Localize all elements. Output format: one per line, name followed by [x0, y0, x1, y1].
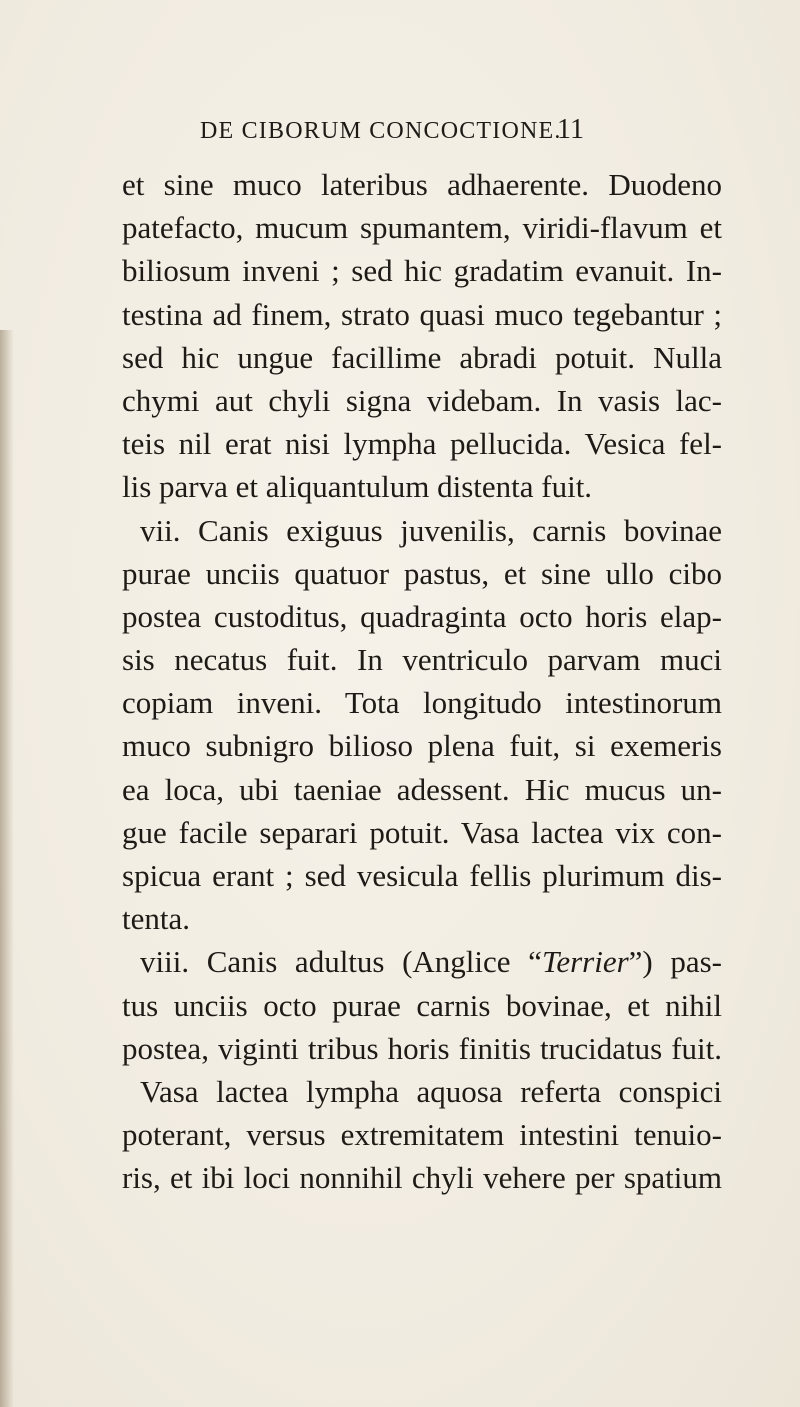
text-line: Vasa lactea lympha aquosa referta conspici — [140, 1073, 722, 1109]
text-line: patefacto, mucum spumantem, viridi-flavum et — [122, 210, 722, 246]
page-header — [0, 114, 800, 154]
binding-shadow — [0, 330, 14, 1407]
text-line: et sine muco lateribus adhaerente. Duodeno — [122, 167, 722, 202]
text-line: chymi aut chyli signa videbam. In vasis lac- — [122, 382, 722, 418]
text-line: postea custoditus, quadraginta octo horis elap- — [122, 598, 722, 634]
text-line: postea, viginti tribus horis finitis trucidatus fuit. — [122, 1030, 722, 1066]
text-line: biliosum inveni ; sed hic gradatim evanuit. In- — [122, 253, 722, 289]
text-line: sis necatus fuit. In ventriculo parvam muci — [122, 642, 722, 678]
text-line: tus unciis octo purae carnis bovinae, et nihil — [122, 987, 722, 1023]
text-line: ris, et ibi loci nonnihil chyli vehere per spatium — [122, 1160, 722, 1196]
line-viii-after: ”) pas- — [628, 944, 723, 980]
text-line: ea loca, ubi taeniae adessent. Hic mucus un- — [122, 771, 722, 807]
page-number: 11 — [557, 114, 584, 145]
text-line: tenta. — [122, 901, 190, 937]
paragraph-viii-start — [122, 940, 722, 983]
text-line: spicua erant ; sed vesicula fellis plurimum dis- — [122, 858, 722, 893]
text-line: teis nil erat nisi lympha pellucida. Vesica fel- — [122, 426, 722, 462]
running-head: DE CIBORUM CONCOCTIONE. — [200, 118, 562, 144]
paragraph-vii-start: vii. Canis exiguus juvenilis, carnis bovinae — [140, 512, 722, 548]
text-line: copiam inveni. Tota longitudo intestinorum — [122, 685, 722, 721]
text-line: sed hic ungue facillime abradi potuit. Nulla — [122, 339, 722, 375]
text-line: gue facile separari potuit. Vasa lactea vix con- — [122, 814, 722, 850]
text-line: lis parva et aliquantulum distenta fuit. — [122, 469, 593, 505]
text-line: poterant, versus extremitatem intestini tenuio- — [122, 1117, 722, 1153]
text-line: muco subnigro bilioso plena fuit, si exemeris — [122, 728, 722, 764]
line-viii-italic: Terrier — [541, 944, 629, 980]
body-text — [122, 163, 722, 1200]
text-line: purae unciis quatuor pastus, et sine ullo cibo — [122, 555, 722, 591]
line-viii-before: viii. Canis adultus (Anglice “ — [140, 944, 542, 980]
text-line: testina ad finem, strato quasi muco tegebantur ; — [122, 296, 722, 332]
